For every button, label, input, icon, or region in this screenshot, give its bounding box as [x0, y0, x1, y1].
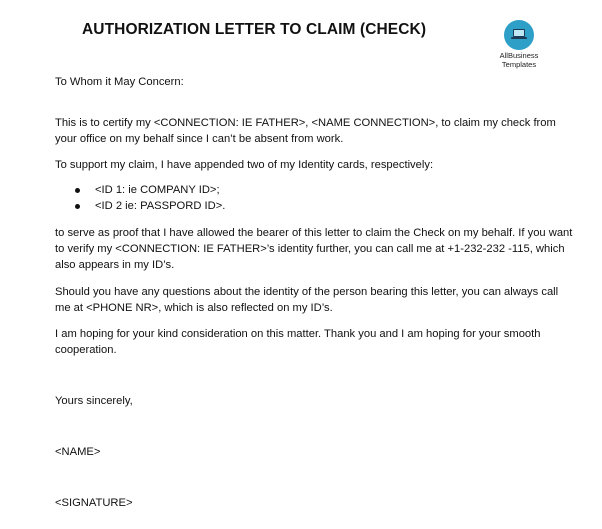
bullet-icon [75, 188, 80, 193]
name-placeholder: <NAME> [55, 446, 101, 458]
paragraph-consideration: I am hoping for your kind consideration on this matter. Thank you and I am hoping for your smooth cooperation. [55, 328, 541, 356]
list-item [75, 198, 225, 214]
allbusiness-logo [494, 20, 544, 69]
closing: Yours sincerely, [55, 395, 133, 407]
logo-badge [504, 20, 534, 50]
salutation: To Whom it May Concern: [55, 76, 184, 88]
paragraph-questions: Should you have any questions about the identity of the person bearing this letter, you can always call me at <PHONE NR>, which is also reflected on my ID’s. [55, 286, 559, 314]
paragraph-certify: This is to certify my <CONNECTION: IE FATHER>, <NAME CONNECTION>, to claim my check from your office on my behalf since I can’t be absent from work. [55, 117, 556, 145]
letter-title: AUTHORIZATION LETTER TO CLAIM (CHECK) [82, 21, 427, 38]
signature-placeholder: <SIGNATURE> [55, 497, 133, 509]
list-item-text: <ID 2 ie: PASSPORD ID>. [95, 200, 226, 212]
list-item-text: <ID 1: ie COMPANY ID>; [95, 184, 220, 196]
list-item [75, 182, 225, 198]
paragraph-proof: to serve as proof that I have allowed the bearer of this letter to claim the Check on my behalf. If you want to verify my <CONNECTION: IE FATHER>’s identity further, you can call me at +1-232-232 -115, which also appears in my ID’s. [55, 227, 573, 271]
paragraph-support: To support my claim, I have appended two of my Identity cards, respectively: [55, 159, 434, 171]
laptop-icon [504, 20, 534, 50]
logo-text-line2: Templates [501, 59, 537, 69]
id-list [75, 182, 225, 214]
bullet-icon [75, 204, 80, 209]
logo-text-line1: AllBusiness [499, 51, 539, 60]
